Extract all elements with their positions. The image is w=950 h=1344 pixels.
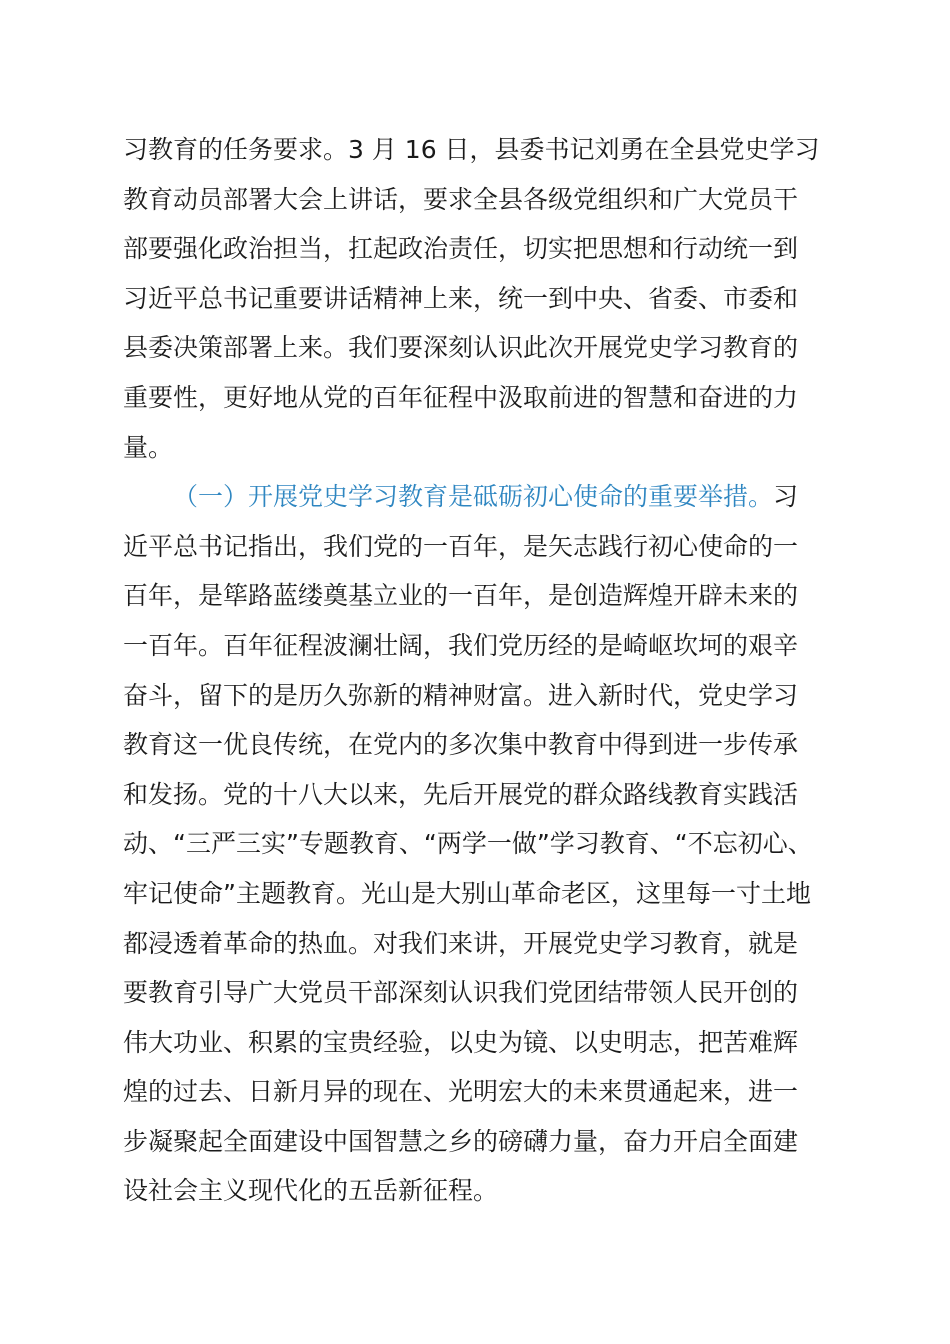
document-body [123, 125, 839, 1216]
text-line: 伟大功业、积累的宝贵经验，以史为镜、以史明志，把苦难辉 [123, 1027, 799, 1057]
text-line: 和发扬。党的十八大以来，先后开展党的群众路线教育实践活 [123, 779, 799, 809]
text-line: 教育这一优良传统，在党内的多次集中教育中得到进一步传承 [123, 730, 799, 760]
text-line: 都浸透着革命的热血。对我们来讲，开展党史学习教育，就是 [123, 928, 799, 958]
text-line: 奋斗，留下的是历久弥新的精神财富。进入新时代，党史学习 [123, 680, 799, 710]
text-line: 要教育引导广大党员干部深刻认识我们党团结带领人民开创的 [123, 978, 799, 1008]
text-line: 量。 [123, 432, 174, 462]
text-line: 习教育的任务要求。3 月 16 日，县委书记刘勇在全县党史学习 [123, 135, 820, 164]
text-line: 一百年。百年征程波澜壮阔，我们党历经的是崎岖坎坷的艰辛 [123, 630, 799, 660]
text-line: 近平总书记指出，我们党的一百年，是矢志践行初心使命的一 [123, 531, 799, 561]
text-line: 设社会主义现代化的五岳新征程。 [123, 1176, 499, 1206]
text-line: 教育动员部署大会上讲话，要求全县各级党组织和广大党员干 [123, 184, 799, 214]
paragraph-section-one [123, 472, 839, 1216]
text-line: 重要性，更好地从党的百年征程中汲取前进的智慧和奋进的力 [123, 382, 799, 412]
paragraph-continued [123, 125, 839, 472]
text-fragment: 习 [773, 482, 799, 512]
text-line: 县委决策部署上来。我们要深刻认识此次开展党史学习教育的 [123, 333, 799, 363]
text-line: 煌的过去、日新月异的现在、光明宏大的未来贯通起来，进一 [123, 1077, 799, 1107]
text-line: 部要强化政治担当，扛起政治责任，切实把思想和行动统一到 [123, 234, 799, 264]
section-heading: （一）开展党史学习教育是砥砺初心使命的重要举措。 [173, 482, 774, 512]
text-line: 百年，是筚路蓝缕奠基立业的一百年，是创造辉煌开辟未来的 [123, 581, 799, 611]
text-line: 牢记使命”主题教育。光山是大别山革命老区，这里每一寸土地 [123, 878, 811, 908]
text-line: 步凝聚起全面建设中国智慧之乡的磅礴力量，奋力开启全面建 [123, 1126, 799, 1156]
section-first-line [123, 472, 839, 522]
text-line: 习近平总书记重要讲话精神上来，统一到中央、省委、市委和 [123, 283, 799, 313]
text-line: 动、“三严三实”专题教育、“两学一做”学习教育、“不忘初心、 [123, 829, 813, 859]
